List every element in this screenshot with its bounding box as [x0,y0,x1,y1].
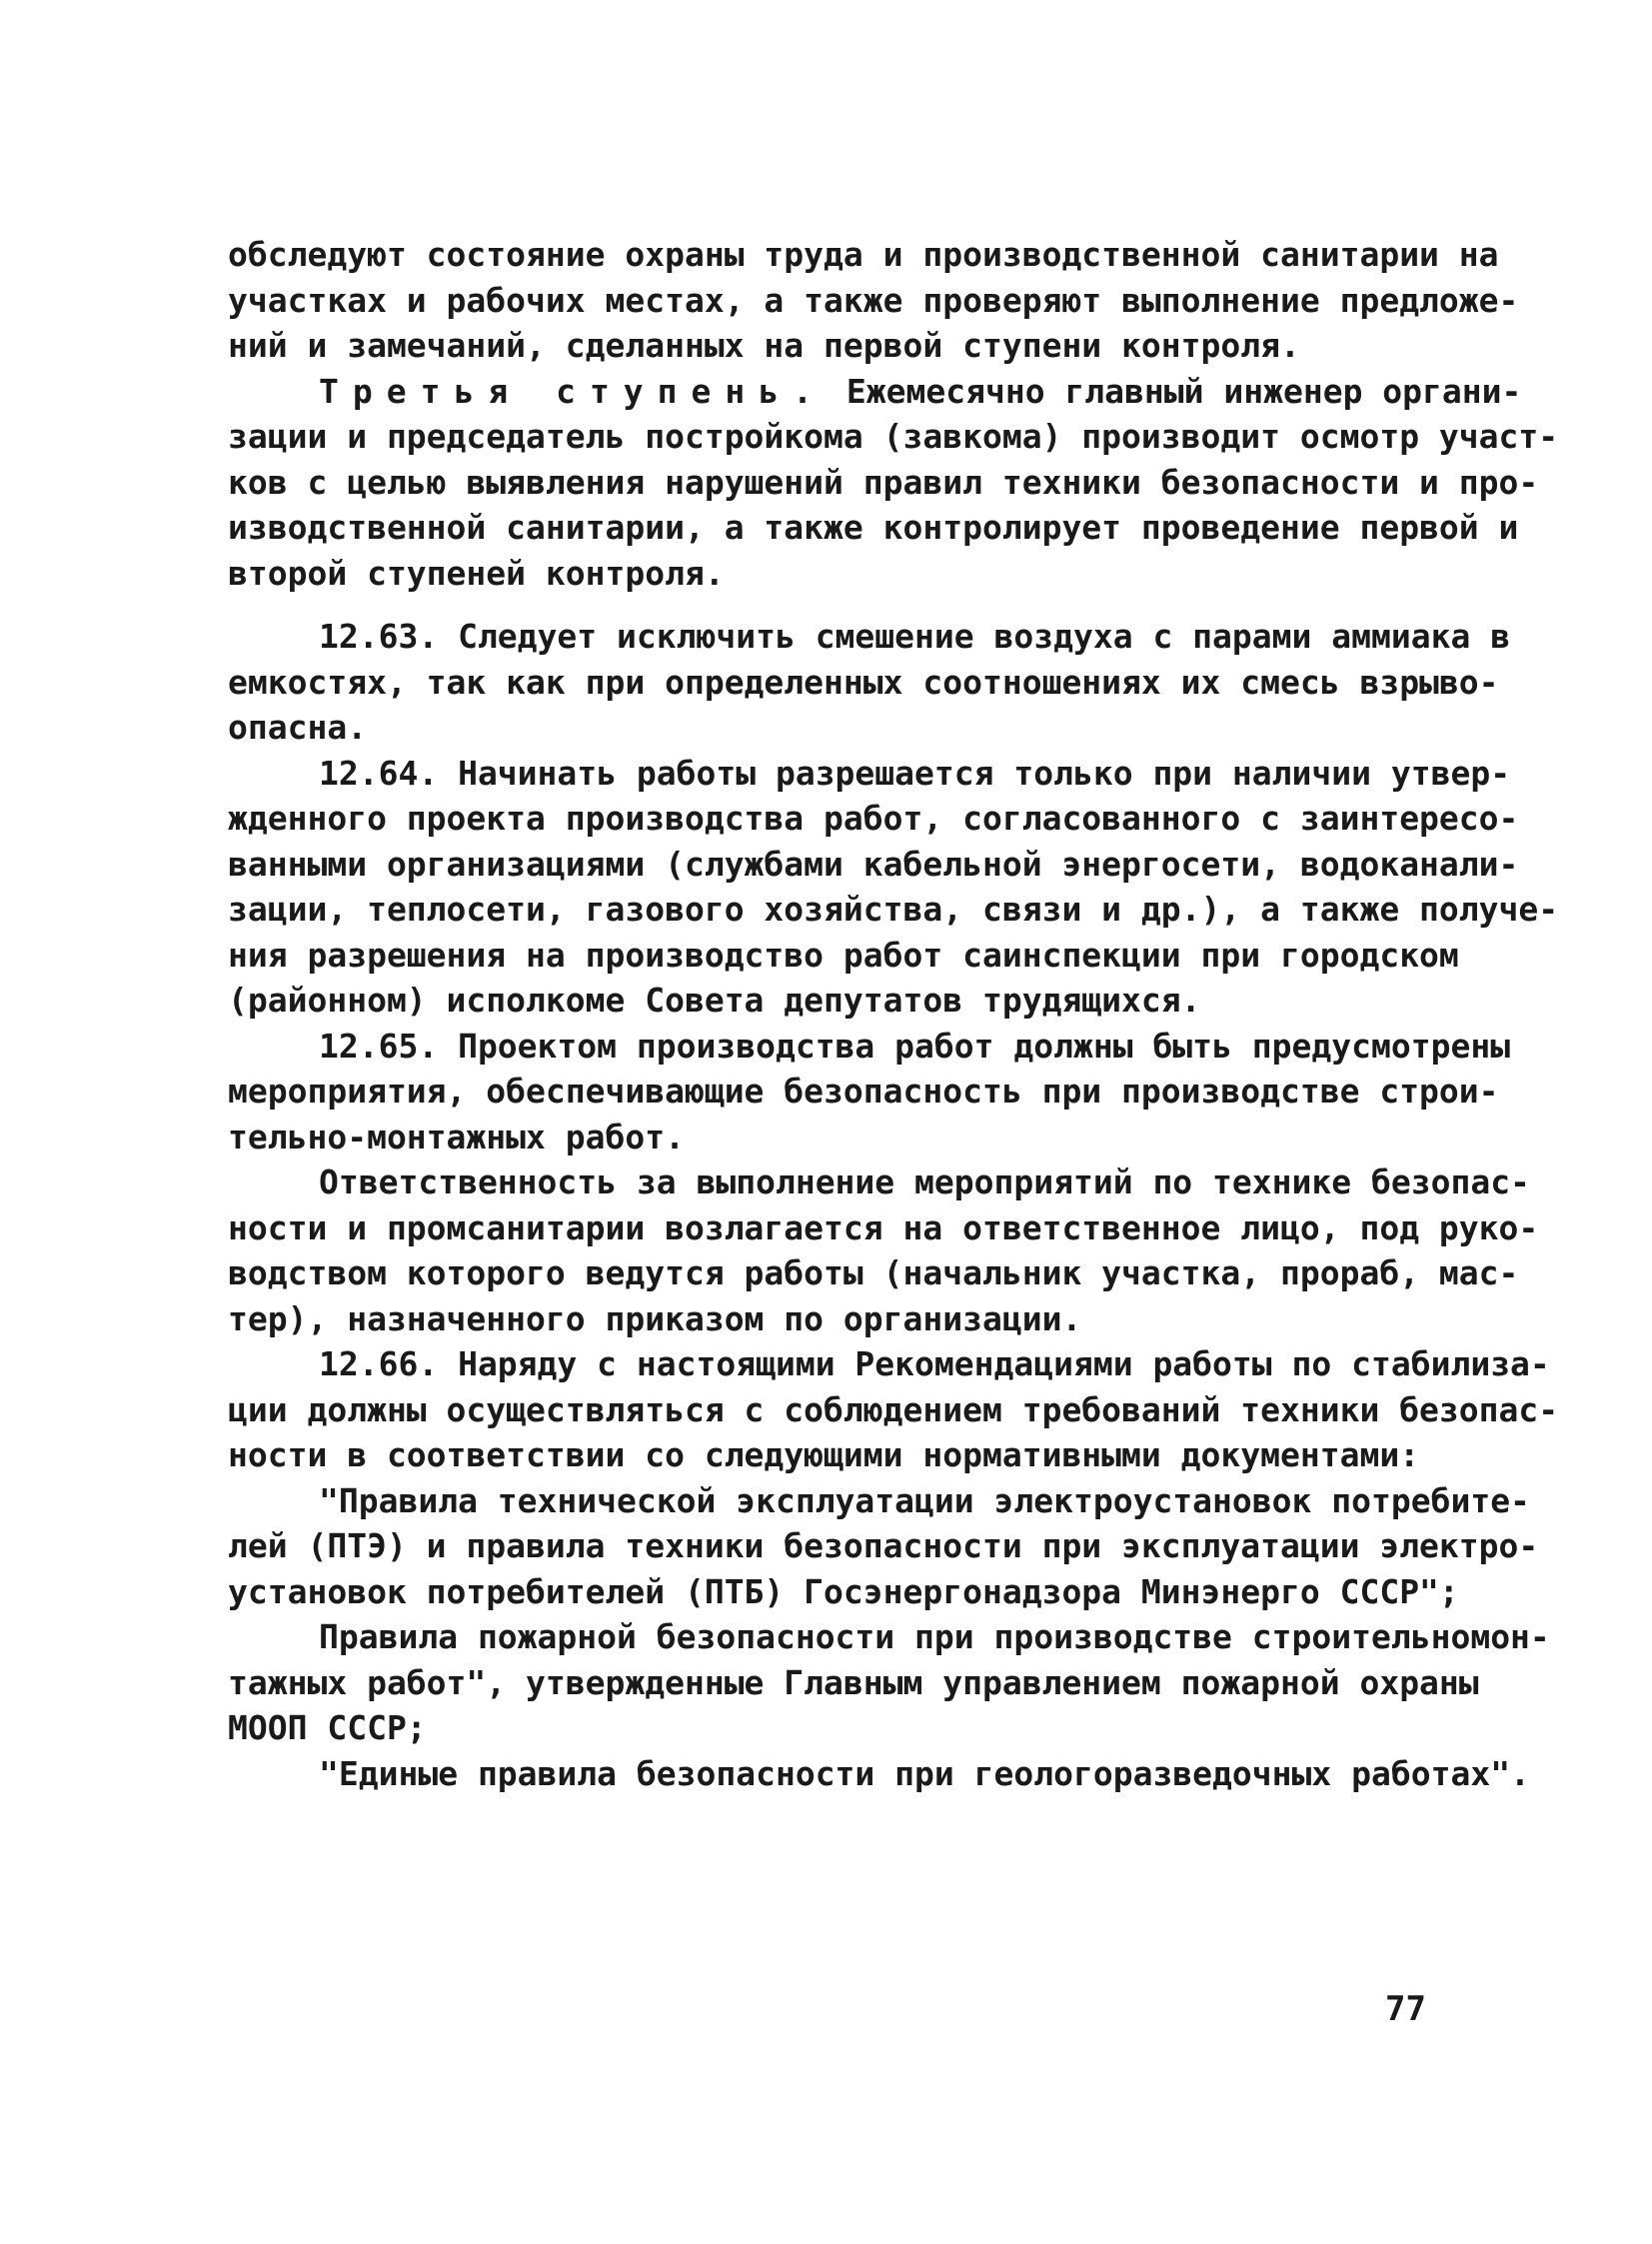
text-line: лей (ПТЭ) и правила техники безопасности при эксплуатации электро- [228,1526,1539,1565]
text-line: установок потребителей (ПТБ) Госэнергонадзора Минэнерго СССР"; [228,1571,1459,1611]
text-line: ний и замечаний, сделанных на первой ступени контроля. [228,326,1300,365]
text-line: ков с целью выявления нарушений правил техники безопасности и про- [228,462,1539,502]
text-line: изводственной санитарии, а также контролирует проведение первой и [228,508,1519,547]
text-line: МООП СССР; [228,1708,427,1747]
paragraph-inspection-continuation [228,232,1519,369]
text-line: "Правила технической эксплуатации электроустановок потребите- [319,1480,1530,1520]
text-line: 12.66. Наряду с настоящими Рекомендациями работы по стабилиза- [319,1344,1550,1383]
text-line: 12.64. Начинать работы разрешается только при наличии утвер- [319,753,1511,793]
paragraph-third-stage [228,369,1559,597]
text-line: ции должны осуществляться с соблюдением требований техники безопас- [228,1389,1559,1429]
text-line: 12.65. Проектом производства работ должны быть предусмотрены [319,1026,1511,1066]
text-line: тажных работ", утвержденные Главным управлением пожарной охраны [228,1662,1479,1702]
text-line: Ответственность за выполнение мероприятий по технике безопас- [319,1162,1530,1201]
text-line: обследуют состояние охраны труда и производственной санитарии на [228,235,1499,274]
text-line: тер), назначенного приказом по организации. [228,1298,1082,1338]
paragraph-12-65 [228,1024,1511,1160]
text-line [228,369,1522,415]
text-line: емкостях, так как при определенных соотношениях их смесь взрыво- [228,662,1499,702]
paragraph-responsibility [228,1159,1539,1341]
paragraph-pte-rules [228,1478,1539,1615]
third-stage-heading: Третья ступень. [319,371,827,411]
text-line: участках и рабочих местах, а также проверяют выполнение предложе- [228,280,1519,320]
text-line: 12.63. Следует исключить смешение воздуха с парами аммиака в [319,617,1511,656]
text-line: тельно-монтажных работ. [228,1117,685,1156]
paragraph-fire-safety-rules [228,1614,1550,1751]
text-line: ности в соответствии со следующими нормативными документами: [228,1435,1420,1474]
text-line: "Единые правила безопасности при геологоразведочных работах". [319,1753,1530,1793]
text-line: водством которого ведутся работы (начальник участка, прораб, мас- [228,1253,1519,1292]
text-line: зации и председатель постройкома (завкома) производит осмотр участ- [228,417,1559,456]
text-line: (районном) исполкоме Совета депутатов трудящихся. [228,981,1201,1020]
text-line: жденного проекта производства работ, согласованного с заинтересо- [228,799,1519,838]
text-line: мероприятия, обеспечивающие безопасность при производстве строи- [228,1072,1499,1111]
paragraph-geology-rules [228,1751,1530,1797]
text-line: второй ступеней контроля. [228,553,725,593]
third-stage-text: Ежемесячно главный инженер органи- [826,371,1522,411]
document-body [228,232,1559,1796]
paragraph-12-64 [228,751,1559,1024]
paragraph-12-63 [228,614,1511,751]
text-line: зации, теплосети, газового хозяйства, связи и др.), а также получе- [228,890,1559,929]
text-line: ния разрешения на производство работ саинспекции при городском [228,935,1459,975]
paragraph-12-66 [228,1341,1559,1478]
text-line: ванными организациями (службами кабельной энергосети, водоканали- [228,844,1519,884]
page-number: 77 [1385,1989,1426,2029]
text-line: Правила пожарной безопасности при производстве строительномон- [319,1617,1550,1656]
text-line: ности и промсанитарии возлагается на ответственное лицо, под руко- [228,1207,1539,1247]
text-line: опасна. [228,708,368,747]
